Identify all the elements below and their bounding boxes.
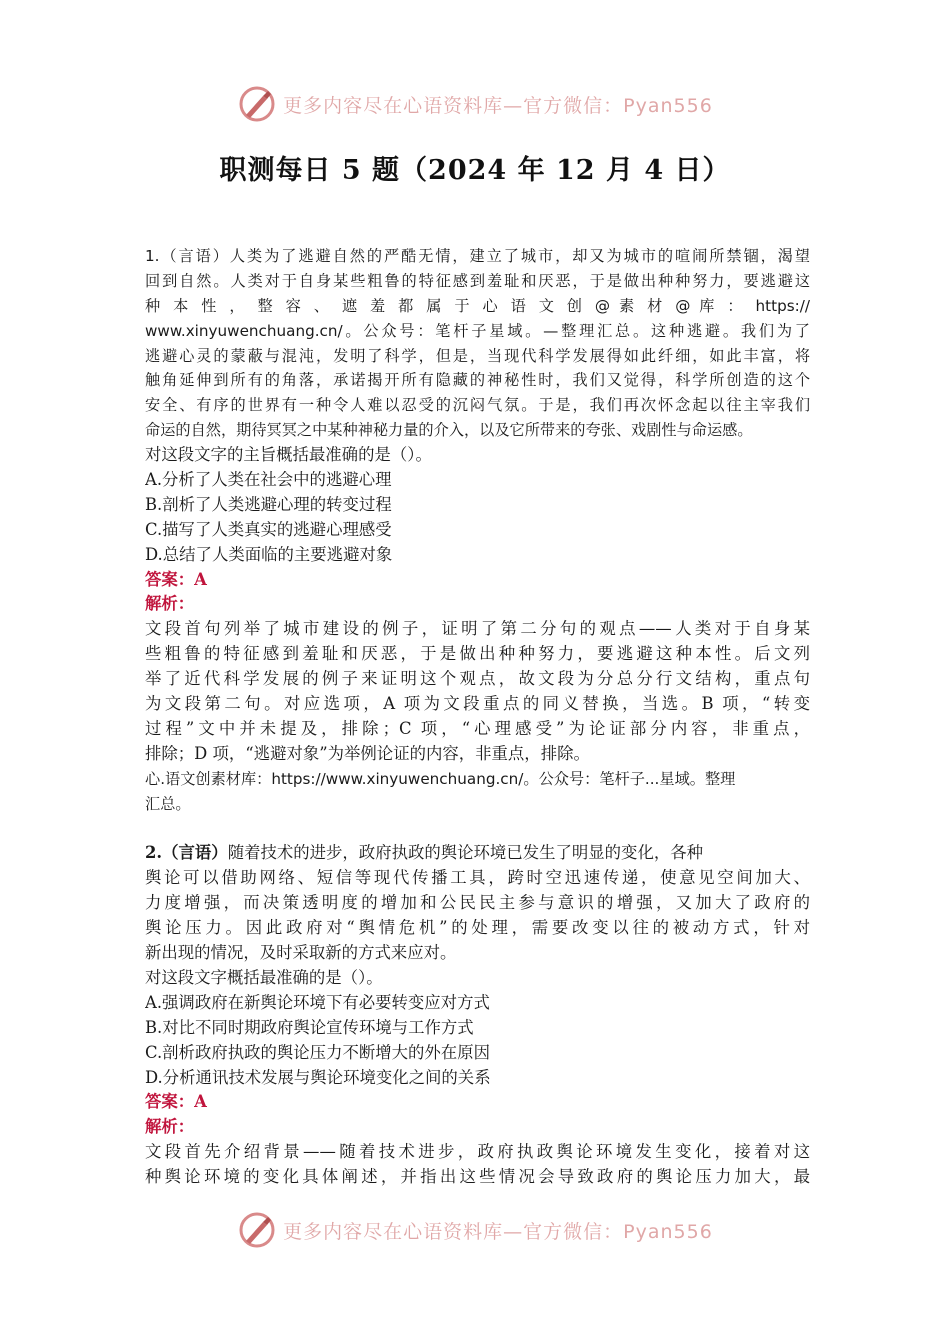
pen-circle-logo-icon (237, 1210, 277, 1250)
option-d: D.总结了人类面临的主要逃避对象 (145, 544, 393, 564)
question-number: 2.（言语） (145, 843, 228, 863)
analysis-line: 文段首先介绍背景——随着技术进步，政府执政舆论环境发生变化，接着对这 (145, 1142, 810, 1162)
question-prompt: 对这段文字概括最准确的是（）。 (145, 967, 383, 987)
analysis-line: 过程”文中并未提及，排除；C 项，“心理感受”为论证部分内容，非重点， (145, 718, 810, 738)
question-stem-line: 1.（言语）人类为了逃避自然的严酷无情，建立了城市，却又为城市的喧闹所禁锢，渴望 (145, 247, 810, 265)
question-stem-line: 力度增强，而决策透明度的增加和公民民主参与意识的增强，又加大了政府的 (145, 893, 810, 913)
question-prompt: 对这段文字的主旨概括最准确的是（）。 (145, 445, 432, 465)
question-stem-line: 新出现的情况，及时采取新的方式来应对。 (145, 943, 457, 963)
source-footer-line: 汇总。 (145, 794, 191, 813)
answer-label: 答案：A (145, 569, 207, 589)
question-stem-line: 触角延伸到所有的角落，承诺揭开所有隐藏的神秘性时，我们又觉得，科学所创造的这个 (145, 371, 810, 390)
option-a: A.强调政府在新舆论环境下有必要转变应对方式 (145, 992, 490, 1012)
option-c: C.剖析政府执政的舆论压力不断增大的外在原因 (145, 1042, 490, 1062)
analysis-line: 文段首句列举了城市建设的例子，证明了第二分句的观点——人类对于自身某 (145, 619, 810, 639)
question-stem-line: 舆论压力。因此政府对“舆情危机”的处理，需要改变以往的被动方式，针对 (145, 918, 810, 938)
option-b: B.对比不同时期政府舆论宣传环境与工作方式 (145, 1017, 474, 1037)
analysis-label: 解析： (145, 1117, 195, 1137)
page-title: 职测每日 5 题（2024 年 12 月 4 日） (219, 155, 731, 186)
watermark-text: 更多内容尽在心语资料库—官方微信：Pyan556 (283, 1220, 713, 1243)
analysis-line: 排除；D 项，“逃避对象”为举例论证的内容，非重点，排除。 (145, 743, 590, 763)
question-stem-line: 安全、有序的世界有一种令人难以忍受的沉闷气氛。于是，我们再次怀念起以往主宰我们 (145, 396, 810, 415)
question-stem-line: 逃避心灵的蒙蔽与混沌，发明了科学，但是，当现代科学发展得如此纤细，如此丰富，将 (145, 346, 810, 365)
option-d: D.分析通讯技术发展与舆论环境变化之间的关系 (145, 1067, 491, 1087)
answer-label: 答案：A (145, 1092, 207, 1112)
option-c: C.描写了人类真实的逃避心理感受 (145, 519, 392, 539)
question-1 (145, 244, 810, 816)
analysis-line: 为文段第二句。对应选项，A 项为文段重点的同义替换，当选。B 项，“转变 (145, 694, 810, 714)
analysis-line: 举了近代科学发展的例子来证明这个观点，故文段为分总分行文结构，重点句 (145, 669, 810, 689)
question-2 (145, 841, 810, 1189)
question-stem-line: 命运的自然，期待冥冥之中某种神秘力量的介入，以及它所带来的夸张、戏剧性与命运感。 (145, 421, 753, 440)
option-b: B.剖析了人类逃避心理的转变过程 (145, 494, 392, 514)
document-body (145, 244, 810, 1190)
watermark-banner-top (0, 82, 950, 126)
source-footer-line: 心.语文创素材库：https://www.xinyuwenchuang.cn/。公众号：笔杆子...星域。整理 (145, 769, 736, 788)
question-stem-line: 舆论可以借助网络、短信等现代传播工具，跨时空迅速传递，使意见空间加大、 (145, 868, 810, 888)
question-stem-line: 回到自然。人类对于自身某些粗鲁的特征感到羞耻和厌恶，于是做出种种努力，要逃避这 (145, 271, 810, 290)
analysis-line: 些粗鲁的特征感到羞耻和厌恶，于是做出种种努力，要逃避这种本性。后文列 (145, 644, 810, 664)
analysis-line: 种舆论环境的变化具体阐述，并指出这些情况会导致政府的舆论压力加大，最 (145, 1167, 810, 1187)
watermark-banner-bottom (0, 1208, 950, 1252)
question-stem-line: 2.（言语）随着技术的进步，政府执政的舆论环境已发生了明显的变化，各种 (145, 843, 704, 863)
pen-circle-logo-icon (237, 84, 277, 124)
question-stem-line: 种 本 性 ， 整 容 、 遮 羞 都 属 于 心 语 文 创 @ 素 材 @ 库 ： https:// (145, 296, 810, 315)
analysis-label: 解析： (145, 594, 195, 614)
question-stem-line: www.xinyuwenchuang.cn/。公众号：笔杆子星域。—整理汇总。这种逃避。我们为了 (145, 321, 810, 340)
option-a: A.分析了人类在社会中的逃避心理 (145, 470, 392, 490)
watermark-text: 更多内容尽在心语资料库—官方微信：Pyan556 (283, 94, 713, 117)
